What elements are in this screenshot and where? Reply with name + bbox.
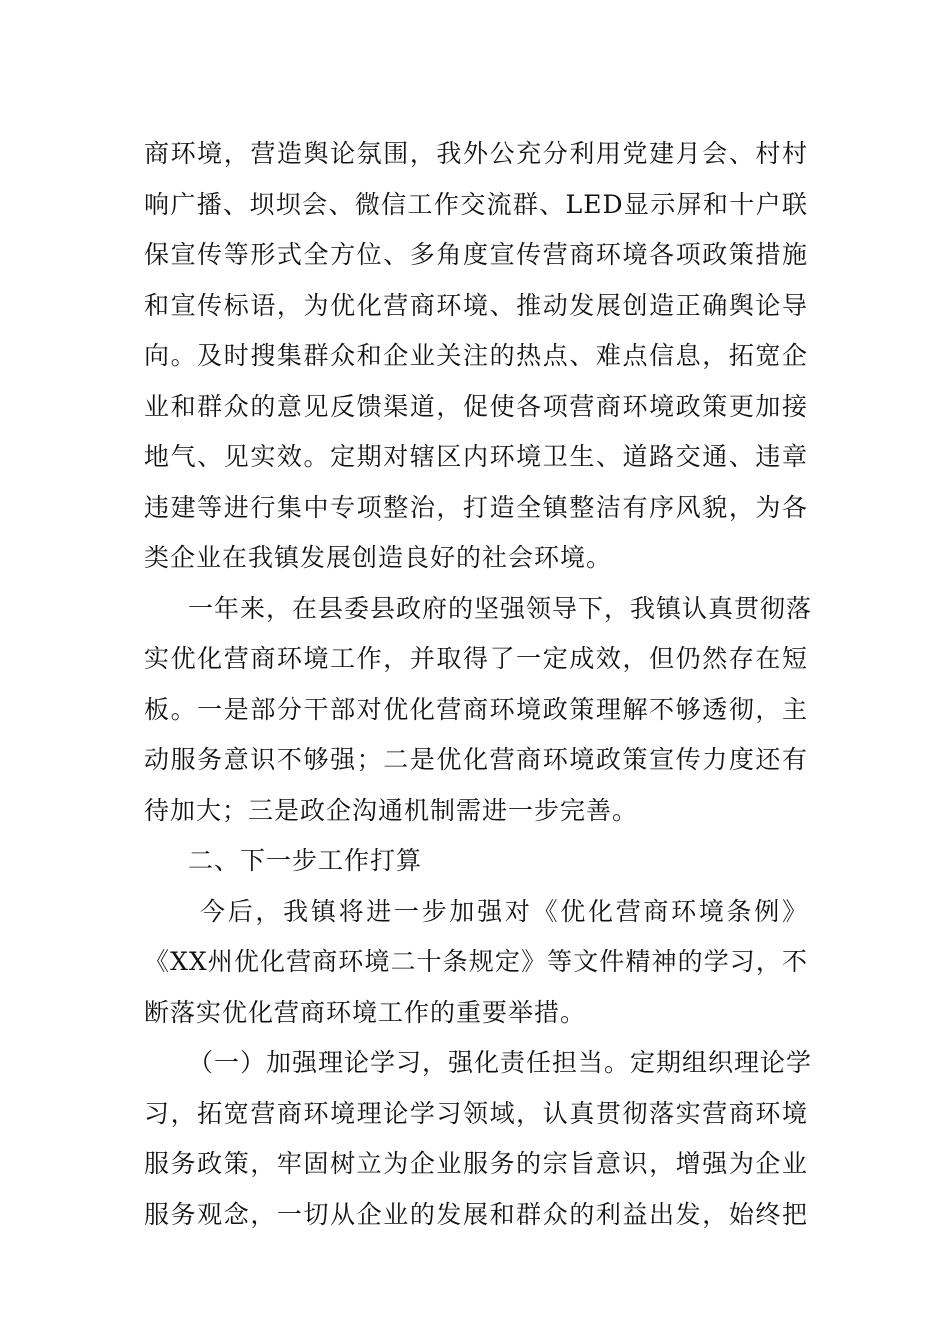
- text-line: 和宣传标语，为优化营商环境、推动发展创造正确舆论导: [144, 290, 808, 320]
- text-line: 保宣传等形式全方位、多角度宣传营商环境各项政策措施: [144, 240, 808, 269]
- text-line: 一年来，在县委县政府的坚强领导下，我镇认真贯彻落: [188, 593, 813, 623]
- text-line: 地气、见实效。定期对辖区内环境卫生、道路交通、违章: [144, 442, 808, 471]
- text-line: 今后，我镇将进一步加强对《优化营商环境条例》: [200, 896, 808, 926]
- text-line: 断落实优化营商环境工作的重要举措。: [144, 997, 587, 1027]
- text-line: 待加大；三是政企沟通机制需进一步完善。: [144, 795, 639, 825]
- section-heading: 二、下一步工作打算: [188, 846, 423, 875]
- paragraph-business-environment-publicity: [144, 129, 808, 584]
- text-line: 响广播、坝坝会、微信工作交流群、LED显示屏和十户联: [144, 189, 808, 219]
- paragraph-shortcomings: [144, 584, 813, 837]
- text-line: 动服务意识不够强；二是优化营商环境政策宣传力度还有: [144, 745, 808, 774]
- text-line: 板。一是部分干部对优化营商环境政策理解不够透彻，主: [144, 694, 808, 724]
- text-line: 《XX州优化营商环境二十条规定》等文件精神的学习，不: [144, 947, 808, 976]
- paragraph-future-plans: [144, 887, 808, 1039]
- text-line: 实优化营商环境工作，并取得了一定成效，但仍然存在短: [144, 644, 808, 673]
- document-body: [144, 129, 813, 1240]
- text-line: 习，拓宽营商环境理论学习领域，认真贯彻落实营商环境: [144, 1098, 808, 1128]
- text-line: 商环境，营造舆论氛围，我外公充分利用党建月会、村村: [144, 139, 808, 168]
- text-line: 服务观念，一切从企业的发展和群众的利益出发，始终把: [144, 1199, 808, 1229]
- text-line: 违建等进行集中专项整治，打造全镇整洁有序风貌，为各: [144, 492, 808, 522]
- text-line: （一）加强理论学习，强化责任担当。定期组织理论学: [188, 1048, 813, 1077]
- text-line: 向。及时搜集群众和企业关注的热点、难点信息，拓宽企: [144, 341, 808, 370]
- paragraph-theory-study: [144, 1038, 813, 1240]
- text-line: 服务政策，牢固树立为企业服务的宗旨意识，增强为企业: [144, 1149, 808, 1178]
- text-line: 类企业在我镇发展创造良好的社会环境。: [144, 543, 613, 572]
- section-heading-next-steps: [144, 836, 808, 887]
- text-line: 业和群众的意见反馈渠道，促使各项营商环境政策更加接: [144, 391, 808, 421]
